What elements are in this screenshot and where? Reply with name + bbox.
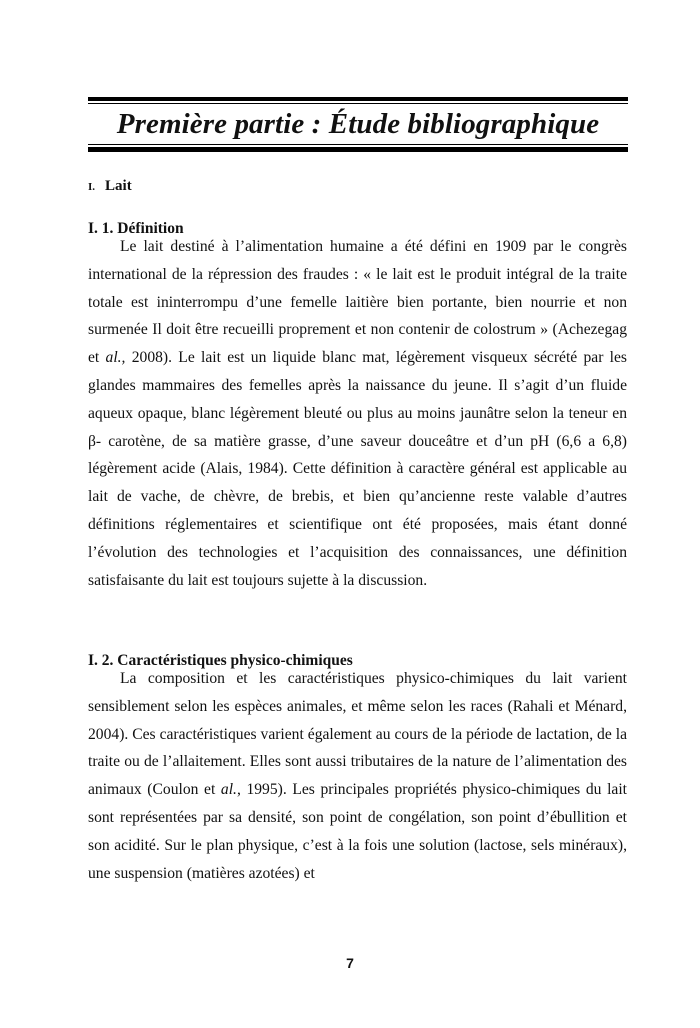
part-title-banner [88,96,628,154]
paragraph-text: La composition et les caractéristiques physico-chimiques du lait varient sensiblement selon les espèces animales, et même selon les races (Rahali et Ménard, 2004). Ces caractéristiques varient également au cours de la période de lactation, de la traite ou de l’allaitement. Elles sont aussi tributaires de la nature de l’alimentation des animaux (Coulon et [88,670,627,799]
title-rule-bottom-thick [88,147,628,152]
section-number: I. [88,181,96,193]
paragraph-text: , 1995). Les principales propriétés physico-chimiques du lait sont représentées par sa densité, son point de congélation, son point d’ébullition et son acidité. Sur le plan physique, c’est à la fois une solution (lactose, sels minéraux), une suspension (matières azotées) et [88,781,627,882]
subsection-heading-definition: I. 1. Définition [88,220,184,237]
citation-italic: al. [220,781,237,799]
paragraph-text: 2008). Le lait est un liquide blanc mat, légèrement visqueux sécrété par les glandes mammaires des femelles après la naissance du jeune. Il s’agit d’un fluide aqueux opaque, blanc légèrement bleuté ou plus au moins jaunâtre selon la teneur en β- carotène, de sa matière grasse, d’une saveur douceâtre et d’un pH (6,6 a 6,8) légèrement acide (Alais, 1984). Cette définition à caractère général est applicable au lait de vache, de chèvre, de brebis, et bien qu’ancienne reste valable d’autres définitions réglementaires et scientifique ont été proposées, mais étant donné l’évolution des technologies et l’acquisition des connaissances, une définition satisfaisante du lait est toujours sujette à la discussion. [88,349,627,589]
part-title: Première partie : Étude bibliographique [116,108,600,140]
citation-italic: al., [105,349,126,367]
section-title: Lait [105,178,132,194]
paragraph-text: Le lait destiné à l’alimentation humaine a été défini en 1909 par le congrès international de la répression des fraudes : « le lait est le produit intégral de la traite totale est ininterrompu d’une femelle laitière bien portante, bien nourrie et non surmenée Il doit être recueilli proprement et non contenir de colostrum » (Achezegag et [88,238,627,367]
title-rule-bottom-thin [88,144,628,145]
title-rule-top-thick [88,97,628,101]
subsection-heading-physico-chimiques: I. 2. Caractéristiques physico-chimiques [88,652,353,669]
paragraph-physico-chimiques [88,665,627,887]
section-heading [88,176,132,197]
title-rule-top-thin [88,103,628,104]
page-number: 7 [346,955,354,971]
paragraph-definition [88,233,627,594]
